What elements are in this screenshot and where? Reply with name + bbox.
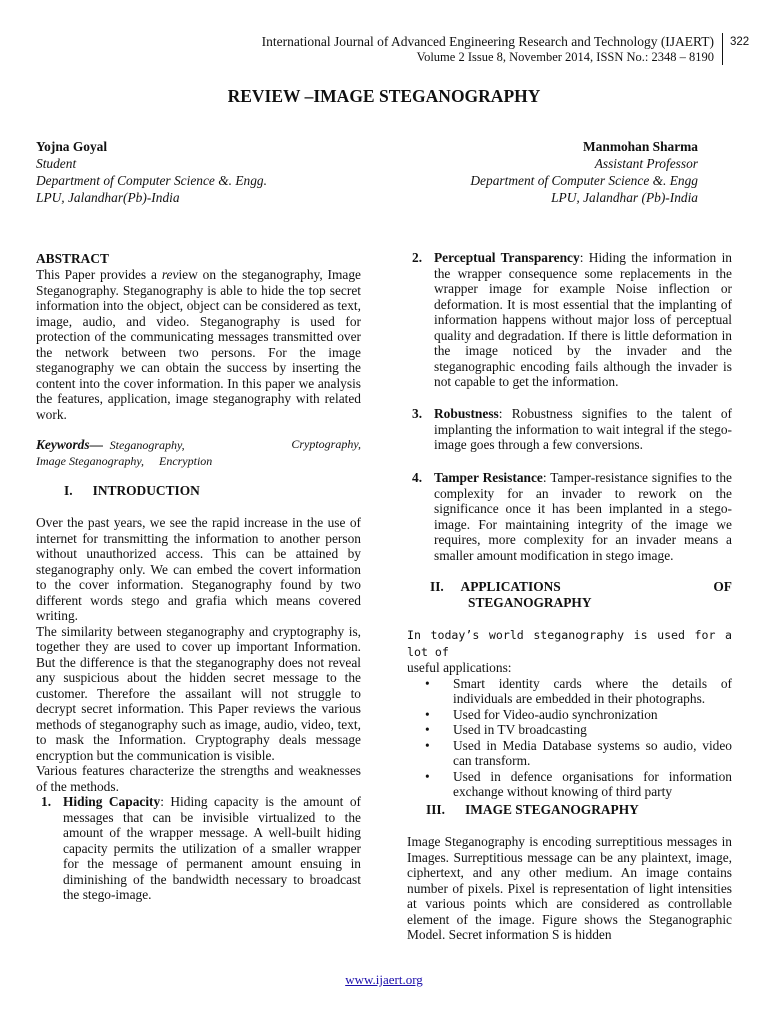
keyword: Steganography, (109, 438, 185, 452)
author-dept: Department of Computer Science &. Engg. (36, 173, 267, 188)
paper-title: REVIEW –IMAGE STEGANOGRAPHY (227, 86, 541, 106)
section-title: INTRODUCTION (92, 483, 200, 498)
footer-link[interactable]: www.ijaert.org (345, 972, 423, 987)
journal-issue: Volume 2 Issue 8, November 2014, ISSN No.: 2348 – 8190 (416, 50, 714, 64)
applications-intro: In today’s world steganography is used for a lot of (407, 628, 732, 659)
section-title: IMAGE STEGANOGRAPHY (465, 802, 639, 817)
bullet: • (425, 675, 430, 691)
item-term: Tamper Resistance (434, 470, 543, 485)
header-divider (722, 33, 723, 65)
section-number: III. (426, 802, 445, 817)
paragraph: The similarity between steganography and cryptography is, together they are used to cover up important Information. But the difference is that the steganography does not reveal any suspicious about the hidden secret message to the customer. Therefore the assailant will not struggle to decrypt secret information. This Paper reviews the various methods of steganography such as image, audio, video, text, to mask the Information. Cryptography deals message encryption but the communication is visible. (36, 623, 361, 763)
item-number: 2. (412, 250, 423, 265)
keywords (36, 437, 361, 469)
item-term: Hiding Capacity (63, 794, 161, 809)
abstract-italic: rev (161, 267, 179, 282)
list-item: • Used in TV broadcasting (425, 722, 587, 737)
abstract-text (36, 267, 361, 422)
bullet: • (425, 737, 430, 753)
feature-item (407, 406, 732, 453)
list-item: • Used for Video-audio synchronization (425, 706, 658, 722)
intro-body (36, 515, 361, 903)
item-text: : Hiding capacity is the amount of messages that can be invisible virtualized to the amount of the wrapper message. A well-built hiding capacity permits the utilization of a smaller wrapper for the message of permanent amount ensuing in diminishing of the bandwidth necessary to broadcast the stego-image. (63, 794, 361, 902)
list-item: • Used in defence organisations for information exchange without knowing of third party (425, 768, 732, 799)
author-block-2 (470, 138, 698, 206)
feature-item (407, 250, 732, 390)
section-title-of: OF (713, 579, 732, 594)
keywords-label: Keywords— (36, 437, 103, 452)
keyword: Encryption (158, 453, 213, 468)
paragraph: Various features characterize the strengths and weaknesses of the methods. (36, 763, 361, 794)
abstract-start: This Paper provides a (36, 267, 162, 282)
bullet: • (425, 768, 430, 784)
list-item: • Smart identity cards where the details of individuals are embedded in their photographs. (425, 675, 732, 706)
feature-item (407, 470, 732, 563)
item-number: 3. (412, 406, 423, 421)
section-number: II. (430, 579, 444, 594)
item-text: : Robustness signifies to the talent of implanting the information to wait integral if the stego-image goes through a few conversions. (434, 406, 732, 452)
author-place: LPU, Jalandhar(Pb)-India (36, 190, 180, 205)
keyword: Cryptography, (291, 437, 361, 451)
item-number: 1. (41, 794, 52, 809)
keyword: Image Steganography, (36, 453, 144, 468)
section-title: APPLICATIONS (460, 579, 561, 594)
author-block-1 (36, 138, 267, 206)
section-number: I. (64, 483, 73, 498)
author-dept: Department of Computer Science &. Engg (470, 173, 698, 188)
paragraph: Image Steganography is encoding surreptitious messages in Images. Surreptitious message can be any plaintext, image, ciphertext, and any other medium. An image contains number of pixels. Pixel is representation of light intensities at various points which are considered as controllable element of the image. Figure shows the Steganographic Model. Secret information S is hidden (407, 834, 732, 942)
bullet: • (425, 722, 430, 737)
item-number: 4. (412, 470, 423, 485)
page-number: 322 (730, 36, 750, 48)
item-text: : Tamper-resistance signifies to the complexity for an invader to rework on the significance once it has been implanted in a stego-image. For maintaining integrity of the image we requires, more complexity for an invader means a smaller amount modification in stego image. (434, 470, 732, 563)
author-role: Student (36, 156, 77, 171)
journal-title: International Journal of Advanced Engineering Research and Technology (IJAERT) (261, 34, 714, 49)
author-role: Assistant Professor (594, 156, 698, 171)
section-heading-intro (64, 483, 200, 499)
section-title-line2: STEGANOGRAPHY (468, 595, 592, 610)
paragraph: Over the past years, we see the rapid increase in the use of internet for transmitting the information to another person without unauthorized access. This can be attained by steganography only. We can embed the covert information to the cover information. Steganography found by two different words stego and grafia which means covered writing. (36, 515, 361, 623)
abstract-heading: ABSTRACT (36, 251, 109, 266)
section-heading-image-steg (426, 802, 639, 818)
author-name: Yojna Goyal (36, 139, 108, 154)
applications-intro-rest: useful applications: (407, 660, 512, 675)
author-place: LPU, Jalandhar (Pb)-India (551, 190, 698, 205)
author-name: Manmohan Sharma (583, 139, 698, 154)
feature-item (36, 794, 361, 903)
image-steg-body (407, 834, 732, 943)
item-term: Robustness (434, 406, 499, 421)
item-term: Perceptual Transparency (434, 250, 580, 265)
applications-body (407, 627, 732, 800)
list-item: • Used in Media Database systems so audio, video can transform. (425, 737, 732, 768)
item-text: : Hiding the information in the wrapper consequence some replacements in the wrapper image for example Noise inflection or deformation. It is most essential that the implanting of information happens without major loss of perceptual quality and degradation. If there is little deformation in the image noticed by the invader and the steganographic encoding fails although the invader is not capable to get the information. (434, 250, 732, 389)
abstract-rest: iew on the steganography, Image Steganography. Steganography is able to hide the top secret information into the object, object can be considered as text, image, audio, and video. Steganography is used for protection of the communicating messages transmitted over the network between two persons. For the image steganography we can obtain the success by inserting the content into the cover information. In this paper we analysis the features, application, image steganography with related work. (36, 267, 362, 422)
bullet: • (425, 706, 430, 722)
section-heading-applications (430, 579, 732, 611)
